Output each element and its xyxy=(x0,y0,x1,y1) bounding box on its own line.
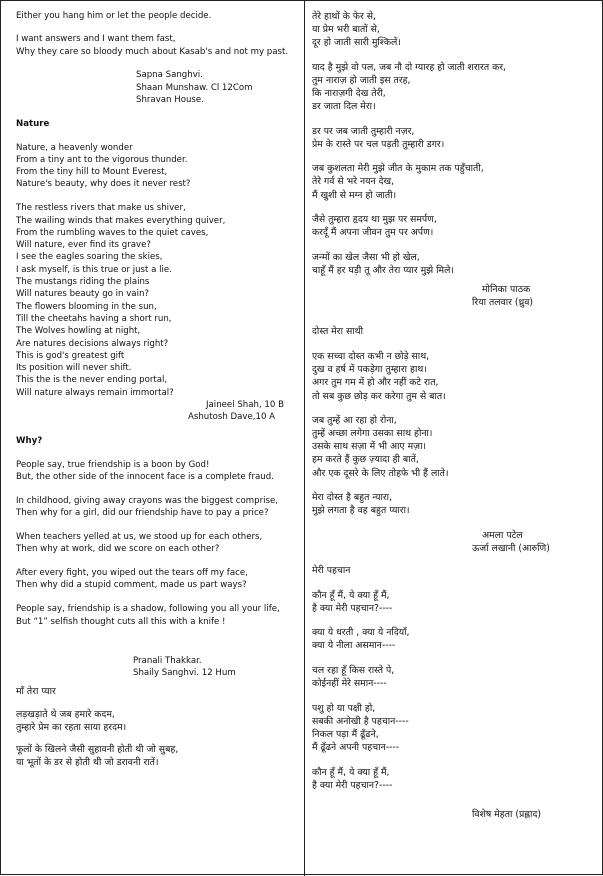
poem-line: कौन हूँ मैं, ये क्या हूँ मैं, xyxy=(312,766,390,778)
author-name: Shaan Munshaw. Cl 12Com xyxy=(136,82,253,93)
poem-stanza xyxy=(312,61,598,113)
poem-line: Are natures decisions always right? xyxy=(16,338,169,349)
poem-line: प्रेम के रास्ते पर चल पड़ती तुम्हारी डगर। xyxy=(312,138,445,150)
poem-line: मैं ढूँढने अपनी पहचान---- xyxy=(312,741,400,753)
poem-line: एक सच्चा दोस्त कभी न छोड़े साथ, xyxy=(312,351,430,363)
poem-stanza xyxy=(312,626,598,652)
poem-stanza xyxy=(312,589,598,615)
poem-line: Nature, a heavenly wonder xyxy=(16,142,133,153)
author-credit xyxy=(312,283,598,309)
poem-line: The mustangs riding the plains xyxy=(16,277,150,288)
poem-line: From a tiny ant to the vigorous thunder. xyxy=(16,154,188,165)
author-name: Shaily Sanghvi. 12 Hum xyxy=(133,668,236,679)
poem-line: क्या ये धरती , क्या ये नदियाँ, xyxy=(312,627,410,639)
poem-line: या प्रेम भरी बातों से, xyxy=(312,24,380,36)
poem-title: मेरी पहचान xyxy=(312,564,351,576)
poem-line xyxy=(16,22,300,33)
poem-line: है क्या मेरी पहचान?---- xyxy=(312,602,393,614)
poem-stanza xyxy=(312,213,598,239)
poem-line: कौन हूँ मैं, ये क्या हूँ मैं, xyxy=(312,589,390,601)
poem-line: But “1” selfish thought cuts all this with a knife ! xyxy=(16,616,226,627)
hindi-poem xyxy=(16,685,300,769)
author-credit xyxy=(312,808,598,821)
poem-line: हम करते हैं कुछ ज़्यादा ही बातें, xyxy=(312,454,419,466)
poem-line: तुम नाराज़ हो जाती इस तरह, xyxy=(312,74,411,86)
poem-stanza xyxy=(312,664,598,690)
poem-stanza xyxy=(16,495,300,520)
column-divider xyxy=(304,1,305,876)
poem-line: Will nature always remain immortal? xyxy=(16,387,174,398)
poem-line: दूर हो जाती सारी मुश्किलें। xyxy=(312,37,401,49)
poem-stanza xyxy=(16,567,300,592)
poem-line: This is god's greatest gift xyxy=(16,350,125,361)
poem-stanza xyxy=(312,125,598,151)
author-name: Sapna Sanghvi. xyxy=(136,70,203,81)
poem-line: तुम्हें अच्छा लगेगा उसका साथ होना। xyxy=(312,428,433,440)
author-name: Pranali Thakkar. xyxy=(133,655,202,666)
author-credit xyxy=(16,655,300,680)
poem-line: डर पर जब जाती तुम्हारी नज़र, xyxy=(312,125,415,137)
poem-line: Either you hang him or let the people decide. xyxy=(16,11,212,21)
poem-line: This the is the never ending portal, xyxy=(16,375,168,386)
poem-line: डर जाता दिल मेरा। xyxy=(312,101,376,113)
poem-stanza xyxy=(312,162,598,201)
poem-intro xyxy=(16,10,300,58)
poem-stanza xyxy=(16,142,300,191)
poem-line: या भूतों के डर से होती थी जो डरावनी रातें। xyxy=(16,757,159,769)
poem-stanza xyxy=(16,459,300,484)
poem-line: कोईनहीं मेरे समान---- xyxy=(312,678,387,690)
poem-line: दुख व हर्ष में पकड़ेगा तुम्हारा हाथ। xyxy=(312,364,427,376)
poem-line: In childhood, giving away crayons was the biggest comprise, xyxy=(16,496,279,506)
poem-line: Then why at work, did we score on each other? xyxy=(16,544,220,555)
poem-stanza xyxy=(16,708,300,734)
poem-line: फूलों के खिलने जैसी सुहावनी होती थी जो सुबह, xyxy=(16,744,179,756)
poem-line: Its position will never shift. xyxy=(16,363,132,374)
poem-line: When teachers yelled at us, we stood up for each others, xyxy=(16,532,263,543)
poem-line: मैं खुशी से मग्न हो जाती। xyxy=(312,189,397,201)
author-credit xyxy=(16,399,300,424)
author-house: Shravan House. xyxy=(136,94,204,105)
poem-line: मुझे लगता है वह बहुत प्यारा। xyxy=(312,505,410,517)
poem-line: करदूँ मैं अपना जीवन तुम पर अर्पण। xyxy=(312,227,434,239)
poem-line: From the tiny hill to Mount Everest, xyxy=(16,167,168,178)
author-name: Ashutosh Dave,10 A xyxy=(188,412,276,423)
poem-line: तेरे गर्व से भरे नयन देख, xyxy=(312,176,395,188)
poem-stanza xyxy=(312,10,598,49)
poem-line: जन्मों का खेल जैसा भी हो खेल, xyxy=(312,251,420,263)
poem-line: But, the other side of the innocent face is a complete fraud. xyxy=(16,472,274,483)
left-column xyxy=(16,10,300,769)
poem-stanza xyxy=(312,702,598,754)
poem-line: है क्या मेरी पहचान?---- xyxy=(312,779,393,791)
poem-stanza xyxy=(312,251,598,277)
poem-line: तेरे हाथों के फेर से, xyxy=(312,11,376,22)
poem-line: Will natures beauty go in vain? xyxy=(16,289,149,300)
poem-line: तुम्हारे प्रेम का रहता साया हरदम। xyxy=(16,722,127,734)
poem-title: माँ तेरा प्यार xyxy=(16,686,56,698)
poem-line: People say, friendship is a shadow, following you all your life, xyxy=(16,604,280,615)
author-name: Jaineel Shah, 10 B xyxy=(206,400,284,411)
poem-line: जैसे तुम्हारा हृदय था मुझ पर समर्पण, xyxy=(312,214,437,226)
poem-stanza xyxy=(312,491,598,517)
poem-line: चल रहा हूँ किस रास्ते पे, xyxy=(312,664,395,676)
poem-line: The Wolves howling at night, xyxy=(16,326,141,337)
poem-line: Why they care so bloody much about Kasab's and not my past. xyxy=(16,46,289,57)
poem-line: Will nature, ever find its grave? xyxy=(16,240,151,251)
poem-line: जब तुम्हें आ रहा हो रोना, xyxy=(312,415,397,427)
poem-line: जब कुशलता मेरी मुझे जीत के मुकाम तक पहुँचाती, xyxy=(312,163,484,175)
poem-line: लड़खड़ाते थे जब हमारे कदम, xyxy=(16,709,115,721)
author-name: विशेष मेहता (प्रह्लाद) xyxy=(472,808,542,820)
poem-title: दोस्त मेरा साथी xyxy=(312,326,363,338)
poem-line: I want answers and I want them fast, xyxy=(16,34,176,45)
poem-line: चाहूँ मैं हर घड़ी तू और तेरा प्यार मुझे मिले। xyxy=(312,264,454,276)
poem-title: Nature xyxy=(16,118,50,129)
poem-line: सबकी अनोखी है पहचान---- xyxy=(312,715,409,727)
poem-line: People say, true friendship is a boon by God! xyxy=(16,459,210,470)
poem-line: अगर तुम गम में हो और नहीं कटे रात, xyxy=(312,377,439,389)
poem-line: क्या ये नीला असमान---- xyxy=(312,640,396,652)
poem-stanza xyxy=(312,766,598,792)
poem-line: पशु हो या पक्षी हो, xyxy=(312,702,376,714)
poem-line: After every fight, you wiped out the tears off my face, xyxy=(16,568,248,579)
poem-line: कि नाराज़गी देख तेरी, xyxy=(312,87,386,99)
poem-line: उसके साथ सज़ा में भी आए मज़ा। xyxy=(312,441,427,453)
author-name: ऊर्जा लखानी (आरुणि) xyxy=(472,543,550,555)
right-column xyxy=(312,10,598,833)
poem-stanza xyxy=(312,350,598,402)
poem-stanza xyxy=(16,202,300,399)
poem-line: निकल पड़ा मैं ढूँढने, xyxy=(312,728,379,740)
author-credit xyxy=(312,529,598,555)
poem-line: The restless rivers that make us shiver, xyxy=(16,203,186,214)
author-name: मोनिका पाठक xyxy=(482,284,531,295)
poem-line: The wailing winds that makes everything quiver, xyxy=(16,215,226,226)
poem-line: याद है मुझे वो पल, जब नौ दो ग्यारह हो जाती शरारत कर, xyxy=(312,61,507,73)
poem-line: Nature's beauty, why does it never rest? xyxy=(16,179,191,190)
poem-line: तो सब कुछ छोड़ कर करेगा तुम से बात। xyxy=(312,390,446,402)
poem-line: I see the eagles soaring the skies, xyxy=(16,252,163,263)
poem-line: Then why did a stupid comment, made us part ways? xyxy=(16,580,247,591)
poem-stanza xyxy=(16,531,300,556)
poem-stanza xyxy=(312,414,598,479)
poem-line: I ask myself, is this true or just a lie. xyxy=(16,264,172,275)
poem-line: और एक दूसरे के लिए तोहफे भी हैं लाते। xyxy=(312,467,449,479)
poem-stanza xyxy=(16,743,300,769)
author-credit xyxy=(16,69,300,106)
poem-line: From the rumbling waves to the quiet caves, xyxy=(16,227,209,238)
poem-line: मेरा दोस्त है बहुत न्यारा, xyxy=(312,492,393,504)
poem-line: Till the cheetahs having a short run, xyxy=(16,313,172,324)
author-name: अमला पटेल xyxy=(482,530,523,542)
author-name: रिया तलवार (ध्रुव) xyxy=(472,297,534,309)
poem-stanza xyxy=(16,603,300,628)
poem-line: The flowers blooming in the sun, xyxy=(16,301,157,312)
poem-title: Why? xyxy=(16,436,43,447)
poem-line: Then why for a girl, did our friendship have to pay a price? xyxy=(16,508,269,519)
